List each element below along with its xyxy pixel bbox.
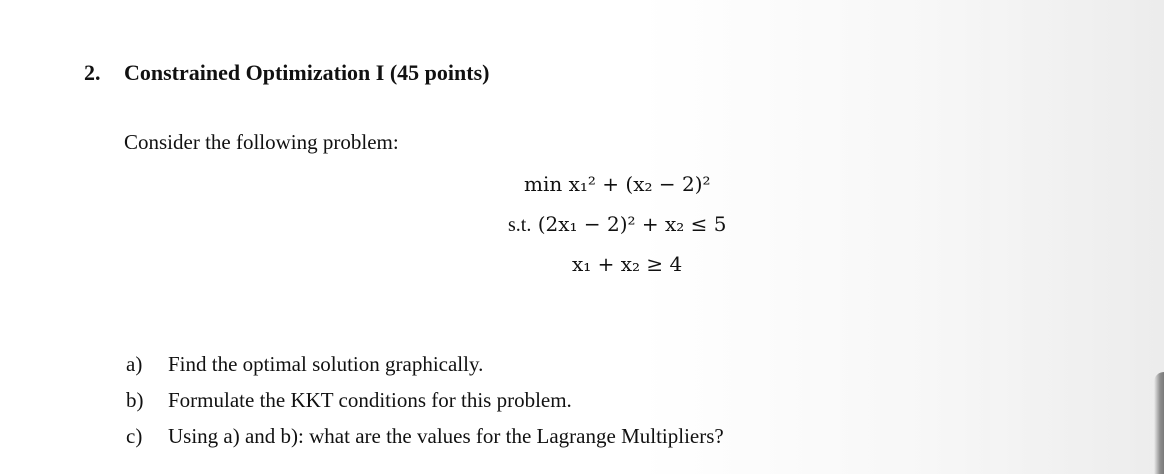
question-label: a) <box>126 352 143 376</box>
problem-number: 2. <box>84 60 101 85</box>
page-edge-shadow <box>1154 372 1164 474</box>
constraint-two-expression: x₁ + x₂ ≥ 4 <box>572 252 683 276</box>
subject-to-label: s.t. <box>508 214 532 236</box>
constraint-two <box>572 254 682 274</box>
question-label: b) <box>126 388 144 412</box>
constraint-one <box>508 214 727 235</box>
question-text: Using a) and b): what are the values for the Lagrange Multipliers? <box>168 424 724 448</box>
problem-intro: Consider the following problem: <box>124 130 399 154</box>
problem-heading <box>84 60 489 86</box>
constraint-one-expression: (2x₁ − 2)² + x₂ ≤ 5 <box>537 212 727 236</box>
objective-prefix: min <box>524 172 563 196</box>
question-item <box>126 388 724 424</box>
objective-function <box>524 174 711 194</box>
question-list <box>126 352 724 460</box>
problem-title: Constrained Optimization I (45 points) <box>124 60 490 85</box>
question-item <box>126 424 724 460</box>
question-text: Find the optimal solution graphically. <box>168 352 484 376</box>
question-label: c) <box>126 424 143 448</box>
objective-expression: x₁² + (x₂ − 2)² <box>568 172 711 196</box>
question-item <box>126 352 724 388</box>
question-text: Formulate the KKT conditions for this problem. <box>168 388 572 412</box>
